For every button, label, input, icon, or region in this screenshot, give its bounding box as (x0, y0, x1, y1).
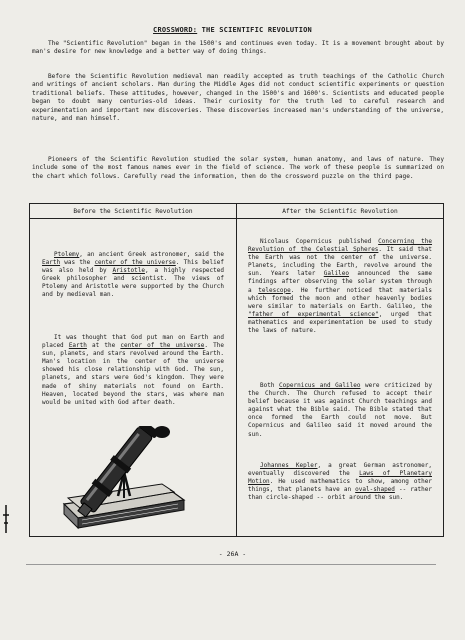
column-divider (236, 204, 237, 536)
page-title (0, 26, 465, 34)
term-ptolemy: Ptolemy (54, 251, 80, 258)
bottom-edge-line (26, 564, 436, 565)
telescope-illustration (58, 426, 190, 532)
before-text: Before the Scientific Revolution medieval man readily accepted as truth teachings of the Catholic Church and writings of ancient scholars. Man during the Middle Ages did not conduct scientific experiments or question traditional beliefs. These attitudes, however, changed in the 1500's and 1600's. Scientists and educated people began to doubt many centuries-old ideas. Their curiosity for the truth led to careful research and experimentation and important new discoveries. These discoveries increased man's understanding of the universe, nature, and man himself. (32, 73, 444, 123)
text-segment: -- rather than circle-shaped -- orbit around the sun. (248, 486, 433, 502)
text-segment: published (331, 238, 379, 245)
left-block-ptolemy (42, 251, 224, 300)
term-galileo: Galileo (323, 270, 350, 278)
text-segment: It was thought that God put man on Earth and placed (42, 334, 224, 350)
before-paragraph (32, 73, 444, 123)
right-column-header: After the Scientific Revolution (282, 208, 398, 215)
title-prefix: CROSSWORD: (153, 26, 198, 34)
term-copernicus-galileo: Copernicus and Galileo (279, 382, 361, 389)
text-segment: . This belief was also held by (42, 259, 224, 275)
left-block-earth-center (42, 334, 224, 407)
title-main: THE SCIENTIFIC REVOLUTION (201, 26, 312, 34)
text-segment: . He used mathematics to show, among other things, that planets have an (248, 478, 432, 494)
binding-mark (2, 505, 10, 533)
text-segment: was the (60, 259, 95, 267)
text-segment: at the (86, 342, 121, 350)
comparison-chart (29, 203, 444, 537)
term-aristotle: Aristotle (112, 267, 145, 275)
term-copernicus: Nicolaus Copernicus (260, 238, 332, 245)
text-segment: . The sun, planets, and stars revolved around the Earth. Man's location in the center of the universe showed his close relationship with God. The sun, planets, and stars were God's kingdom. They were made of shiny materials not found on Earth. Heaven, located beyond the stars, was where man would be united with God after death. (42, 342, 224, 406)
text-segment: were criticized by the Church. The Church refused to accept their belief because it was against Church teachings and against what the Bible said. The Bible stated that once formed the Earth could not move. But Copernicus and Galileo said it moved around the sun. (248, 382, 432, 438)
term-oval-shaped: oval-shaped (355, 486, 395, 494)
text-segment: , a great German astronomer, eventually discovered the (248, 462, 433, 478)
text-segment: . It said that the Earth was not the center of the universe. Planets, including the Earth, revolve around the sun. Years later (248, 246, 432, 278)
right-block-church (248, 382, 432, 439)
text-segment: , a highly respected Greek philosopher and scientist. The views of Ptolemy and Aristotle were supported by the Church and by medieval man. (42, 267, 224, 299)
text-segment: . He further noticed that materials which formed the moon and other heavenly bodies were similar to materials on Earth. Galileo, the (248, 286, 432, 310)
text-segment: announced the same findings after observing the solar system through a (248, 270, 432, 294)
term-center-of-universe: center of the universe (94, 259, 176, 267)
term-center-of-universe-2: center of the universe (120, 342, 205, 350)
term-father-of-science: "father of experimental science" (248, 310, 379, 318)
term-earth-2: Earth (68, 342, 87, 350)
term-earth: Earth (42, 259, 61, 267)
intro-text: The "Scientific Revolution" began in the 1500's and continues even today. It is a movement brought about by man's desire for new knowledge and a better way of doing things. (32, 40, 444, 56)
right-block-copernicus (248, 238, 432, 335)
pioneers-paragraph (32, 156, 444, 181)
left-column-header: Before the Scientific Revolution (73, 208, 193, 215)
right-block-kepler (248, 462, 432, 502)
page-number: - 26A - (218, 550, 247, 558)
text-segment: , urged that mathematics and experimentation be used to study the laws of nature. (248, 310, 432, 335)
term-planetary-motion: Laws of Planetary Motion (248, 470, 432, 486)
term-kepler: Johannes Kepler (260, 462, 318, 469)
pioneers-text: Pioneers of the Scientific Revolution studied the solar system, human anatomy, and laws of nature. They include some of the most famous names ever in the field of science. The work of these people is summarized on the chart which follows. Carefully read the information, then do the crossword puzzle on the third page. (32, 156, 444, 180)
text-segment: Both (260, 382, 280, 389)
intro-paragraph (32, 40, 444, 57)
header-rule (30, 218, 443, 219)
term-telescope: telescope (258, 286, 291, 294)
text-segment: , an ancient Greek astronomer, said the (79, 251, 224, 258)
term-book-title: Concerning the Revolution of the Celestial Spheres (248, 238, 433, 254)
